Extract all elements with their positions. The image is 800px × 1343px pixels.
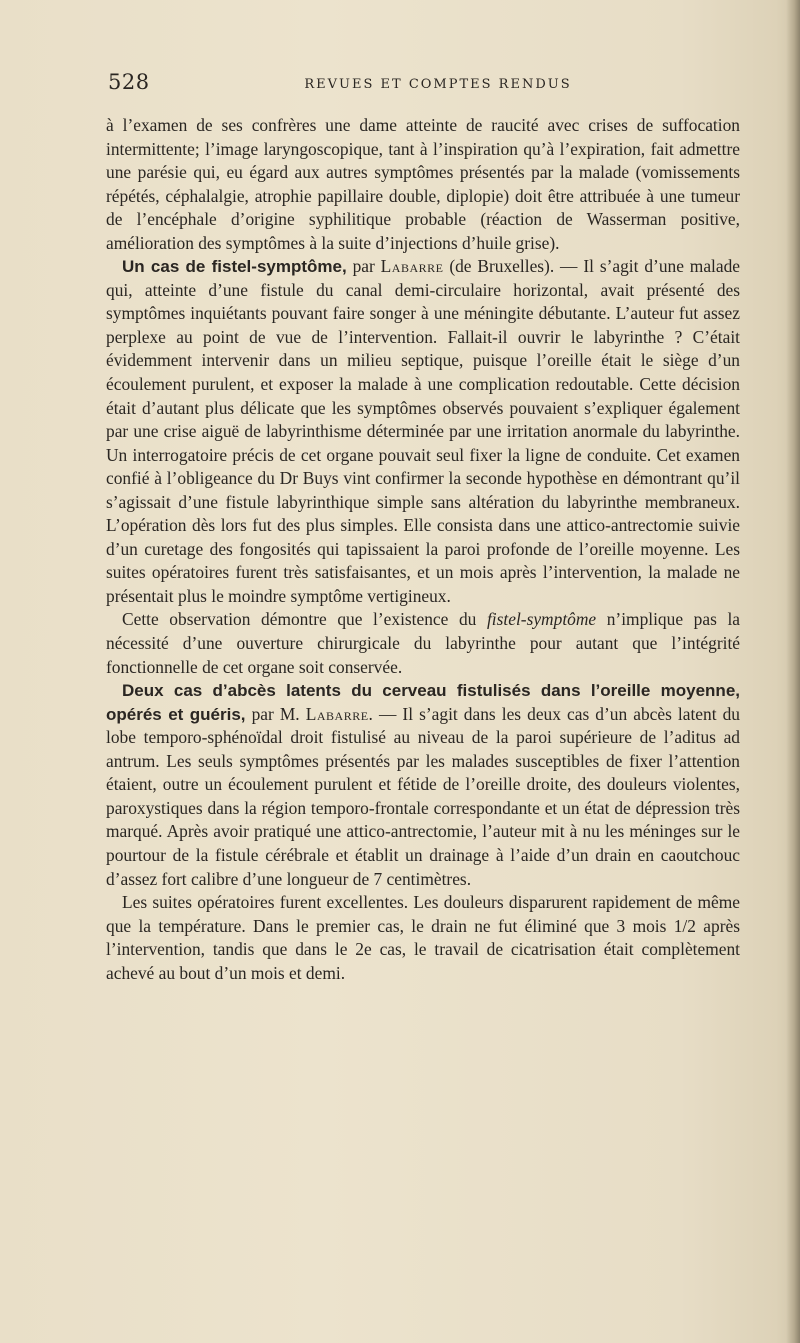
section-title: Un cas de fistel-symptôme,: [122, 257, 347, 277]
author-affiliation: (de Bruxelles). —: [443, 256, 584, 277]
paragraph-suites: [106, 891, 740, 985]
author-name: Labarre: [305, 703, 369, 724]
paragraph-fistel-symptome: [106, 255, 740, 608]
page-header: [108, 70, 738, 100]
section-title: Deux cas d’abcès latents du cerveau fistulisés dans l’oreille moyenne, opérés et guéris,: [106, 681, 740, 724]
byline-prefix: par M.: [245, 703, 306, 724]
running-head: REVUES ET COMPTES RENDUS: [304, 77, 572, 92]
page-number: 528: [108, 70, 150, 94]
paragraph-observation: [106, 608, 740, 679]
paragraph-continuation: [106, 114, 740, 255]
paragraph-lead: Cette observation démontre que l’existence du: [122, 609, 487, 630]
author-name: Labarre: [380, 256, 444, 277]
article-body: [106, 114, 740, 985]
paragraph-text: Il s’agit dans les deux cas d’un abcès latent du lobe temporo-sphénoïdal droit fistulisé au niveau de la paroi supérieure de l’aditus ad antrum. Les seuls symptômes présentés par les malades susceptibles de fixer l’attention étaient, outre un écoulement purulent et fétide de l’oreille droite, des douleurs violentes, paroxystiques dans la région temporo-frontale correspondante et un état de dépression très marqué. Après avoir pratiqué une attico-antrectomie, l’auteur mit à nu les méninges sur le pourtour de la fistule cérébrale et établit un drainage à l’aide d’un drain en caoutchouc d’assez fort calibre d’une longueur de 7 centimètres.: [106, 703, 741, 889]
byline-prefix: par: [346, 256, 381, 277]
page-edge-shadow: [786, 0, 800, 1343]
paragraph-text: Il s’agit d’une malade qui, atteinte d’une fistule du canal demi-circulaire horizontal, avait présenté des symptômes inquiétants pouvant faire songer à une méningite débutante. L’auteur fut assez perplexe au point de vue de l’intervention. Fallait-il ouvrir le labyrinthe ? C’était évidemment intervenir dans un milieu septique, puisque l’oreille était le siège d’un écoulement purulent, et exposer la malade à une complication redoutable. Cette décision était d’autant plus délicate que les symptômes observés pouvaient s’expliquer également par une crise aiguë de labyrinthisme déterminée par une irritation anormale du labyrinthe. Un interrogatoire précis de cet organe pouvait seul fixer la ligne de conduite. Cet examen confié à l’obligeance du Dr Buys vint confirmer la seconde hypothèse en démontrant qu’il s’agissait d’une fistule labyrinthique simple sans altération du labyrinthe membraneux. L’opération dès lors fut des plus simples. Elle consista dans une attico-antrectomie suivie d’un curetage des fongosités qui tapissaient la paroi profonde de l’oreille moyenne. Les suites opératoires furent très satisfaisantes, et un mois après l’intervention, la malade ne présentait plus le moindre symptôme vertigineux.: [106, 256, 741, 606]
paragraph-text: n’implique pas la nécessité d’une ouverture chirurgicale du labyrinthe pour autant que l’intégrité fonctionnelle de cet organe soit conservée.: [106, 609, 740, 677]
paragraph-text: à l’examen de ses confrères une dame atteinte de raucité avec crises de suffocation intermittente; l’image laryngoscopique, tant à l’inspiration qu’à l’expiration, fait admettre une parésie qui, eu égard aux autres symptômes présentés par la malade (vomissements répétés, céphalalgie, atrophie papillaire double, diplopie) doit être attribuée à une tumeur de l’encéphale d’origine syphilitique probable (réaction de Wasserman positive, amélioration des symptômes à la suite d’injections d’huile grise).: [106, 115, 740, 253]
paragraph-text: Les suites opératoires furent excellentes. Les douleurs disparurent rapidement de même que la température. Dans le premier cas, le drain ne fut éliminé que 3 mois 1/2 après l’intervention, tandis que dans le 2e cas, le travail de cicatrisation était complètement achevé au bout d’un mois et demi.: [106, 892, 740, 983]
italic-term: fistel-symptôme: [486, 609, 597, 630]
byline-separator: . —: [368, 703, 403, 724]
paragraph-abces: [106, 679, 740, 891]
